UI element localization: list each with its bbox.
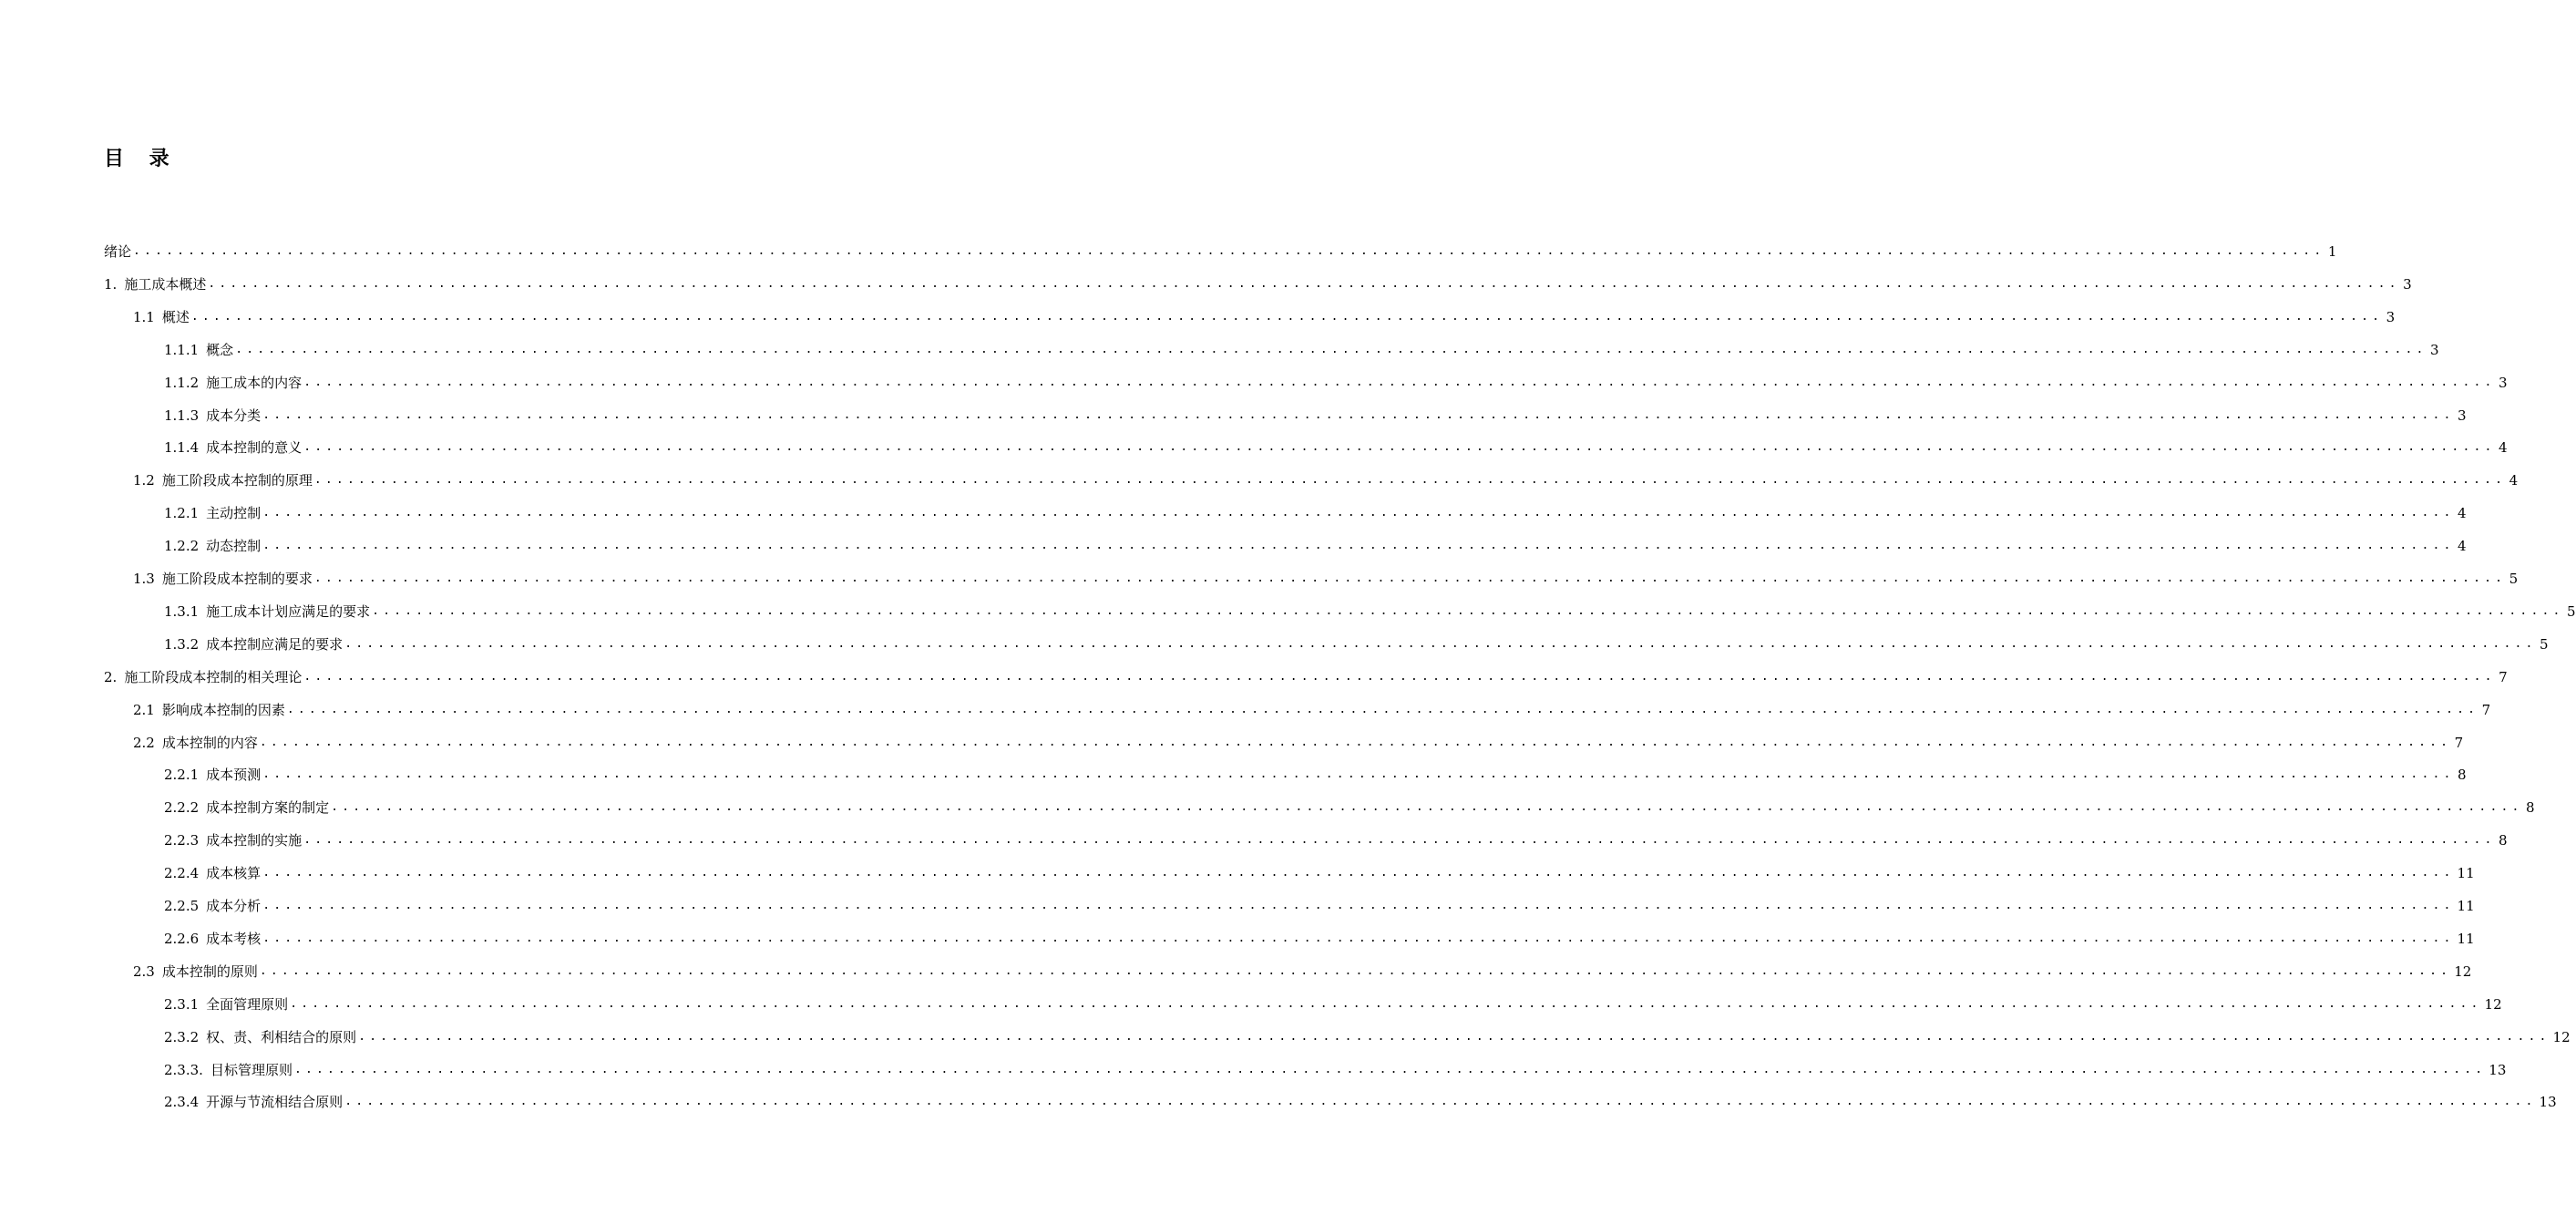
toc-entry[interactable] <box>164 628 2549 661</box>
toc-entry-number: 2.3.4 <box>164 1094 200 1111</box>
toc-entry[interactable] <box>104 268 2412 301</box>
toc-entry-number: 1.3.2 <box>164 635 200 653</box>
toc-entry-label <box>104 661 302 694</box>
toc-entry-number: 2.3 <box>133 962 155 980</box>
toc-page-number: 4 <box>2457 505 2467 522</box>
toc-entry[interactable] <box>133 955 2472 988</box>
toc-entry[interactable] <box>164 988 2502 1021</box>
toc-entry[interactable] <box>164 595 2576 628</box>
toc-page-number: 11 <box>2457 865 2475 882</box>
toc-entry[interactable] <box>164 1021 2571 1054</box>
toc-entry-text: 成本控制的意义 <box>206 439 303 457</box>
toc-entry-text: 绪论 <box>104 243 132 260</box>
toc-page-number: 8 <box>2525 799 2535 817</box>
toc-entry-label <box>104 235 131 268</box>
toc-dot-leader: ........................................................................................................................................................................................................ <box>313 571 2507 585</box>
toc-entry-label <box>164 530 261 562</box>
toc-entry-number: 1.3.1 <box>164 602 200 620</box>
toc-entry[interactable] <box>133 694 2491 726</box>
toc-page-number: 3 <box>2498 374 2508 391</box>
toc-dot-leader: ........................................................................................................................................................................................................ <box>344 1095 2537 1109</box>
toc-dot-leader: ........................................................................................................................................................................................................ <box>293 1062 2487 1076</box>
toc-page-number: 12 <box>2552 1028 2571 1045</box>
toc-entry-number: 2.2.6 <box>164 930 200 947</box>
toc-entry[interactable] <box>164 857 2475 890</box>
toc-entry-text: 动态控制 <box>206 538 262 555</box>
toc-dot-leader: ........................................................................................................................................................................................................ <box>133 244 2325 258</box>
toc-entry-label <box>133 726 258 759</box>
toc-dot-leader: ........................................................................................................................................................................................................ <box>262 539 2455 553</box>
toc-entry-label <box>133 955 258 988</box>
toc-page-number: 5 <box>2539 635 2549 653</box>
toc-entry-number: 2.2.2 <box>164 799 200 817</box>
toc-entry[interactable] <box>164 1086 2557 1118</box>
toc-entry-text: 成本预测 <box>206 767 262 784</box>
toc-entry-number: 2.2.5 <box>164 898 200 914</box>
toc-entry-text: 成本控制的实施 <box>206 832 303 849</box>
toc-dot-leader: ........................................................................................................................................................................................................ <box>262 866 2455 880</box>
toc-entry-text: 目标管理原则 <box>210 1061 292 1078</box>
toc-entry-number: 1.3 <box>133 571 155 587</box>
toc-entry-number: 1. <box>104 275 118 293</box>
toc-entry-text: 施工阶段成本控制的相关理论 <box>124 668 303 685</box>
toc-entry[interactable] <box>164 922 2475 955</box>
toc-entry-label <box>164 824 302 857</box>
toc-entry-label <box>164 628 343 661</box>
toc-entry-text: 成本分析 <box>206 898 262 914</box>
toc-page-number: 1 <box>2327 243 2337 260</box>
toc-dot-leader: ........................................................................................................................................................................................................ <box>259 735 2452 749</box>
toc-entry-text: 成本控制方案的制定 <box>206 799 330 817</box>
toc-entry[interactable] <box>164 497 2467 530</box>
toc-page-number: 4 <box>2509 472 2519 489</box>
toc-entry-number: 1.1.2 <box>164 374 200 391</box>
toc-dot-leader: ........................................................................................................................................................................................................ <box>290 996 2482 1011</box>
toc-page-number: 12 <box>2454 962 2472 980</box>
toc-page-number: 12 <box>2484 995 2502 1013</box>
toc-entry-text: 施工成本的内容 <box>206 374 303 391</box>
toc-entry-label <box>164 334 233 366</box>
toc-entry-text: 成本控制的原则 <box>161 962 258 980</box>
toc-entry-label <box>164 497 261 530</box>
toc-entry-label <box>133 694 285 726</box>
toc-entry[interactable] <box>164 1054 2507 1086</box>
toc-dot-leader: ........................................................................................................................................................................................................ <box>259 963 2452 978</box>
toc-dot-leader: ........................................................................................................................................................................................................ <box>313 473 2507 488</box>
toc-entry-text: 成本核算 <box>206 865 262 882</box>
toc-page-number: 3 <box>2457 407 2467 424</box>
toc-page-number: 4 <box>2457 538 2467 555</box>
toc-entry[interactable] <box>164 530 2467 562</box>
toc-entry[interactable] <box>133 464 2519 497</box>
toc-page-number: 11 <box>2457 898 2475 914</box>
toc-page-number: 13 <box>2489 1061 2507 1078</box>
toc-entry[interactable] <box>164 890 2475 922</box>
toc-entry-number: 1.1.1 <box>164 341 200 358</box>
toc-dot-leader: ........................................................................................................................................................................................................ <box>303 833 2496 848</box>
toc-entry-label <box>164 595 370 628</box>
toc-entry-label <box>164 791 329 824</box>
toc-dot-leader: ........................................................................................................................................................................................................ <box>208 276 2400 291</box>
toc-dot-leader: ........................................................................................................................................................................................................ <box>303 669 2496 684</box>
toc-entry-text: 成本考核 <box>206 930 262 947</box>
toc-entry-text: 影响成本控制的因素 <box>161 701 285 718</box>
toc-page-number: 5 <box>2509 571 2519 587</box>
toc-entry-text: 主动控制 <box>206 505 262 522</box>
toc-entry-label <box>164 890 261 922</box>
toc-entry[interactable] <box>164 366 2508 399</box>
toc-entry-number: 2.2.4 <box>164 865 200 882</box>
toc-title: 目 录 <box>104 148 179 170</box>
toc-entry[interactable] <box>164 334 2439 366</box>
toc-page-number: 8 <box>2457 767 2467 784</box>
toc-entry-text: 权、责、利相结合的原则 <box>206 1028 357 1045</box>
toc-dot-leader: ........................................................................................................................................................................................................ <box>262 407 2455 422</box>
toc-dot-leader: ........................................................................................................................................................................................................ <box>331 800 2523 815</box>
toc-entry-number: 2.1 <box>133 701 155 718</box>
toc-entry-label <box>164 1086 343 1118</box>
toc-dot-leader: ........................................................................................................................................................................................................ <box>235 342 2427 356</box>
toc-entry-text: 开源与节流相结合原则 <box>206 1094 344 1111</box>
toc-entry-number: 1.2.1 <box>164 505 200 522</box>
toc-page-number: 5 <box>2566 602 2576 620</box>
toc-entry[interactable] <box>164 431 2508 464</box>
toc-entry[interactable] <box>133 562 2519 595</box>
toc-page-number: 7 <box>2499 668 2508 685</box>
toc-dot-leader: ........................................................................................................................................................................................................ <box>286 702 2479 716</box>
toc-dot-leader: ........................................................................................................................................................................................................ <box>303 375 2496 389</box>
toc-dot-leader: ........................................................................................................................................................................................................ <box>344 636 2537 651</box>
toc-entry-label <box>164 922 261 955</box>
toc-page-number: 3 <box>2386 308 2396 325</box>
toc-entry-number: 1.1.4 <box>164 439 200 457</box>
toc-entry-text: 施工阶段成本控制的要求 <box>161 571 313 587</box>
toc-entry-text: 全面管理原则 <box>206 995 289 1013</box>
toc-entry-text: 施工成本概述 <box>124 275 207 293</box>
toc-entry-number: 2.3.1 <box>164 995 200 1013</box>
toc-entry[interactable] <box>164 399 2467 432</box>
toc-entry-text: 施工成本计划应满足的要求 <box>206 602 371 620</box>
toc-entry-text: 概述 <box>161 308 190 325</box>
toc-entry-label <box>164 1054 292 1086</box>
toc-entry-number: 2.2 <box>133 734 155 751</box>
toc-entry-text: 成本控制的内容 <box>161 734 258 751</box>
toc-entry-label <box>164 431 302 464</box>
toc-entry[interactable] <box>104 235 2337 268</box>
toc-entry[interactable] <box>104 661 2508 694</box>
toc-entry-text: 概念 <box>206 341 234 358</box>
toc-dot-leader: ........................................................................................................................................................................................................ <box>372 603 2564 618</box>
toc-page-number: 8 <box>2498 832 2508 849</box>
toc-entry-number: 2.2.1 <box>164 767 200 784</box>
toc-entry[interactable] <box>164 791 2535 824</box>
toc-entry-number: 2. <box>104 668 118 685</box>
toc-page-number: 11 <box>2457 930 2475 947</box>
toc-entry-label <box>133 464 313 497</box>
toc-dot-leader: ........................................................................................................................................................................................................ <box>262 506 2455 520</box>
toc-dot-leader: ........................................................................................................................................................................................................ <box>262 931 2455 945</box>
toc-entry-number: 1.1 <box>133 308 155 325</box>
toc-entry-label <box>164 758 261 791</box>
toc-entry-number: 1.2.2 <box>164 538 200 555</box>
toc-dot-leader: ........................................................................................................................................................................................................ <box>303 440 2496 455</box>
toc-page-number: 3 <box>2429 341 2439 358</box>
toc-entry-label <box>164 1021 356 1054</box>
toc-entry-number: 2.3.2 <box>164 1028 200 1045</box>
toc-entry-number: 1.2 <box>133 472 155 489</box>
toc-entry-label <box>164 399 261 432</box>
toc-entry-number: 2.3.3. <box>164 1061 203 1078</box>
toc-entry-label <box>104 268 206 301</box>
toc-page-number: 7 <box>2481 701 2491 718</box>
toc-entry-number: 1.1.3 <box>164 407 200 424</box>
toc-entry-label <box>133 301 190 334</box>
toc-dot-leader: ........................................................................................................................................................................................................ <box>190 309 2384 324</box>
toc-entry-label <box>164 857 261 890</box>
toc-entry-text: 施工阶段成本控制的原理 <box>161 472 313 489</box>
toc-page-number: 3 <box>2403 275 2412 293</box>
toc-page-number: 13 <box>2539 1094 2557 1111</box>
toc-entry-text: 成本分类 <box>206 407 262 424</box>
toc-entry-number: 2.2.3 <box>164 832 200 849</box>
toc-entry-label <box>133 562 313 595</box>
toc-dot-leader: ........................................................................................................................................................................................................ <box>358 1029 2550 1044</box>
toc-entry-label <box>164 366 302 399</box>
toc-entry-label <box>164 988 288 1021</box>
toc-entry[interactable] <box>164 824 2508 857</box>
toc-entry[interactable] <box>164 758 2467 791</box>
toc-dot-leader: ........................................................................................................................................................................................................ <box>262 767 2455 782</box>
toc-page-number: 7 <box>2454 734 2464 751</box>
toc-entry-text: 成本控制应满足的要求 <box>206 635 344 653</box>
toc-page-number: 4 <box>2498 439 2508 457</box>
toc-entry[interactable] <box>133 726 2464 759</box>
toc-dot-leader: ........................................................................................................................................................................................................ <box>262 899 2455 912</box>
toc-entry[interactable] <box>133 301 2396 334</box>
